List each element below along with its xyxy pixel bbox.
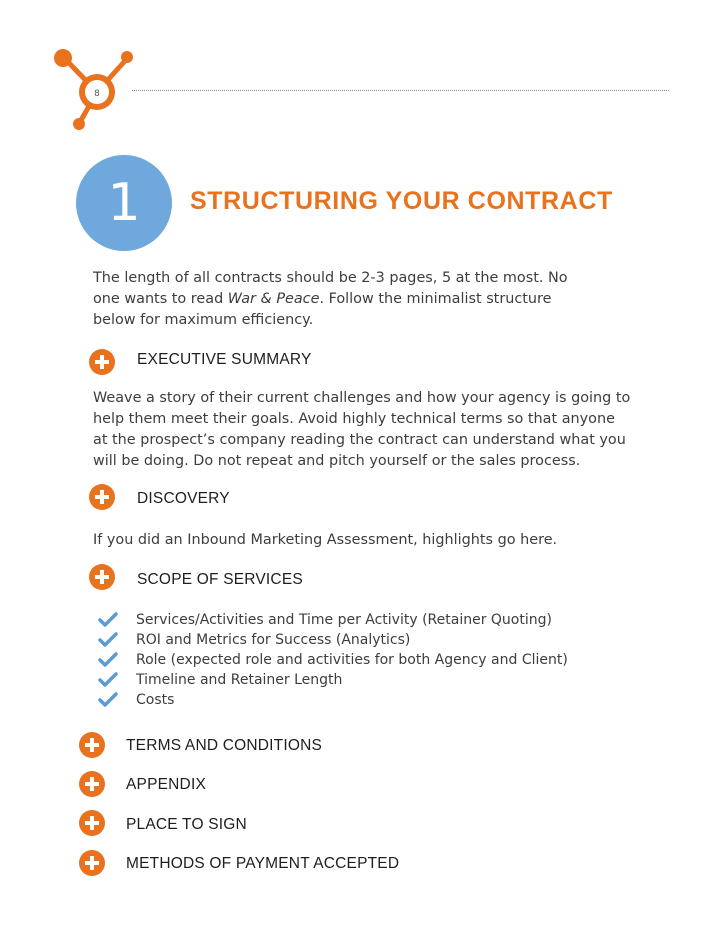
checkmark-icon — [98, 692, 118, 708]
plus-icon — [79, 732, 105, 758]
appendix-heading: APPENDIX — [126, 776, 206, 793]
methods-of-payment-heading: METHODS OF PAYMENT ACCEPTED — [126, 855, 400, 872]
section-title: STRUCTURING YOUR CONTRACT — [190, 187, 613, 215]
executive-summary-body: Weave a story of their current challenges and how your agency is going to help them meet their goals. Avoid highly technical terms so that anyone at the prospect’s company reading the contract can understand what you will be doing. Do not repeat and pitch yourself or the sales process. — [93, 390, 631, 469]
checkmark-icon — [98, 672, 118, 688]
discovery-body: If you did an Inbound Marketing Assessment, highlights go here. — [93, 532, 558, 548]
list-item-text: Services/Activities and Time per Activity (Retainer Quoting) — [136, 612, 552, 628]
list-item-text: Costs — [136, 692, 175, 708]
list-item-text: Timeline and Retainer Length — [136, 672, 343, 688]
plus-icon — [89, 564, 115, 590]
intro-paragraph: The length of all contracts should be 2-3 pages, 5 at the most. No one wants to read War & Peace. Follow the minimalist structure below for maximum efficiency. — [93, 270, 568, 328]
plus-icon — [89, 484, 115, 510]
list-item-text: ROI and Metrics for Success (Analytics) — [136, 632, 411, 648]
section-number: 1 — [107, 173, 141, 233]
list-item-text: Role (expected role and activities for both Agency and Client) — [136, 652, 568, 668]
checkmark-icon — [98, 652, 118, 668]
checkmark-icon — [98, 632, 118, 648]
checkmark-icon — [98, 612, 118, 628]
plus-icon — [89, 349, 115, 375]
executive-summary-heading: EXECUTIVE SUMMARY — [137, 351, 312, 368]
page-number: 8 — [94, 89, 100, 99]
plus-icon — [79, 850, 105, 876]
place-to-sign-heading: PLACE TO SIGN — [126, 816, 247, 833]
discovery-heading: DISCOVERY — [137, 490, 230, 507]
scope-of-services-heading: SCOPE OF SERVICES — [137, 571, 303, 588]
plus-icon — [79, 810, 105, 836]
plus-icon — [79, 771, 105, 797]
terms-and-conditions-heading: TERMS AND CONDITIONS — [126, 737, 323, 754]
header-divider — [132, 90, 669, 91]
